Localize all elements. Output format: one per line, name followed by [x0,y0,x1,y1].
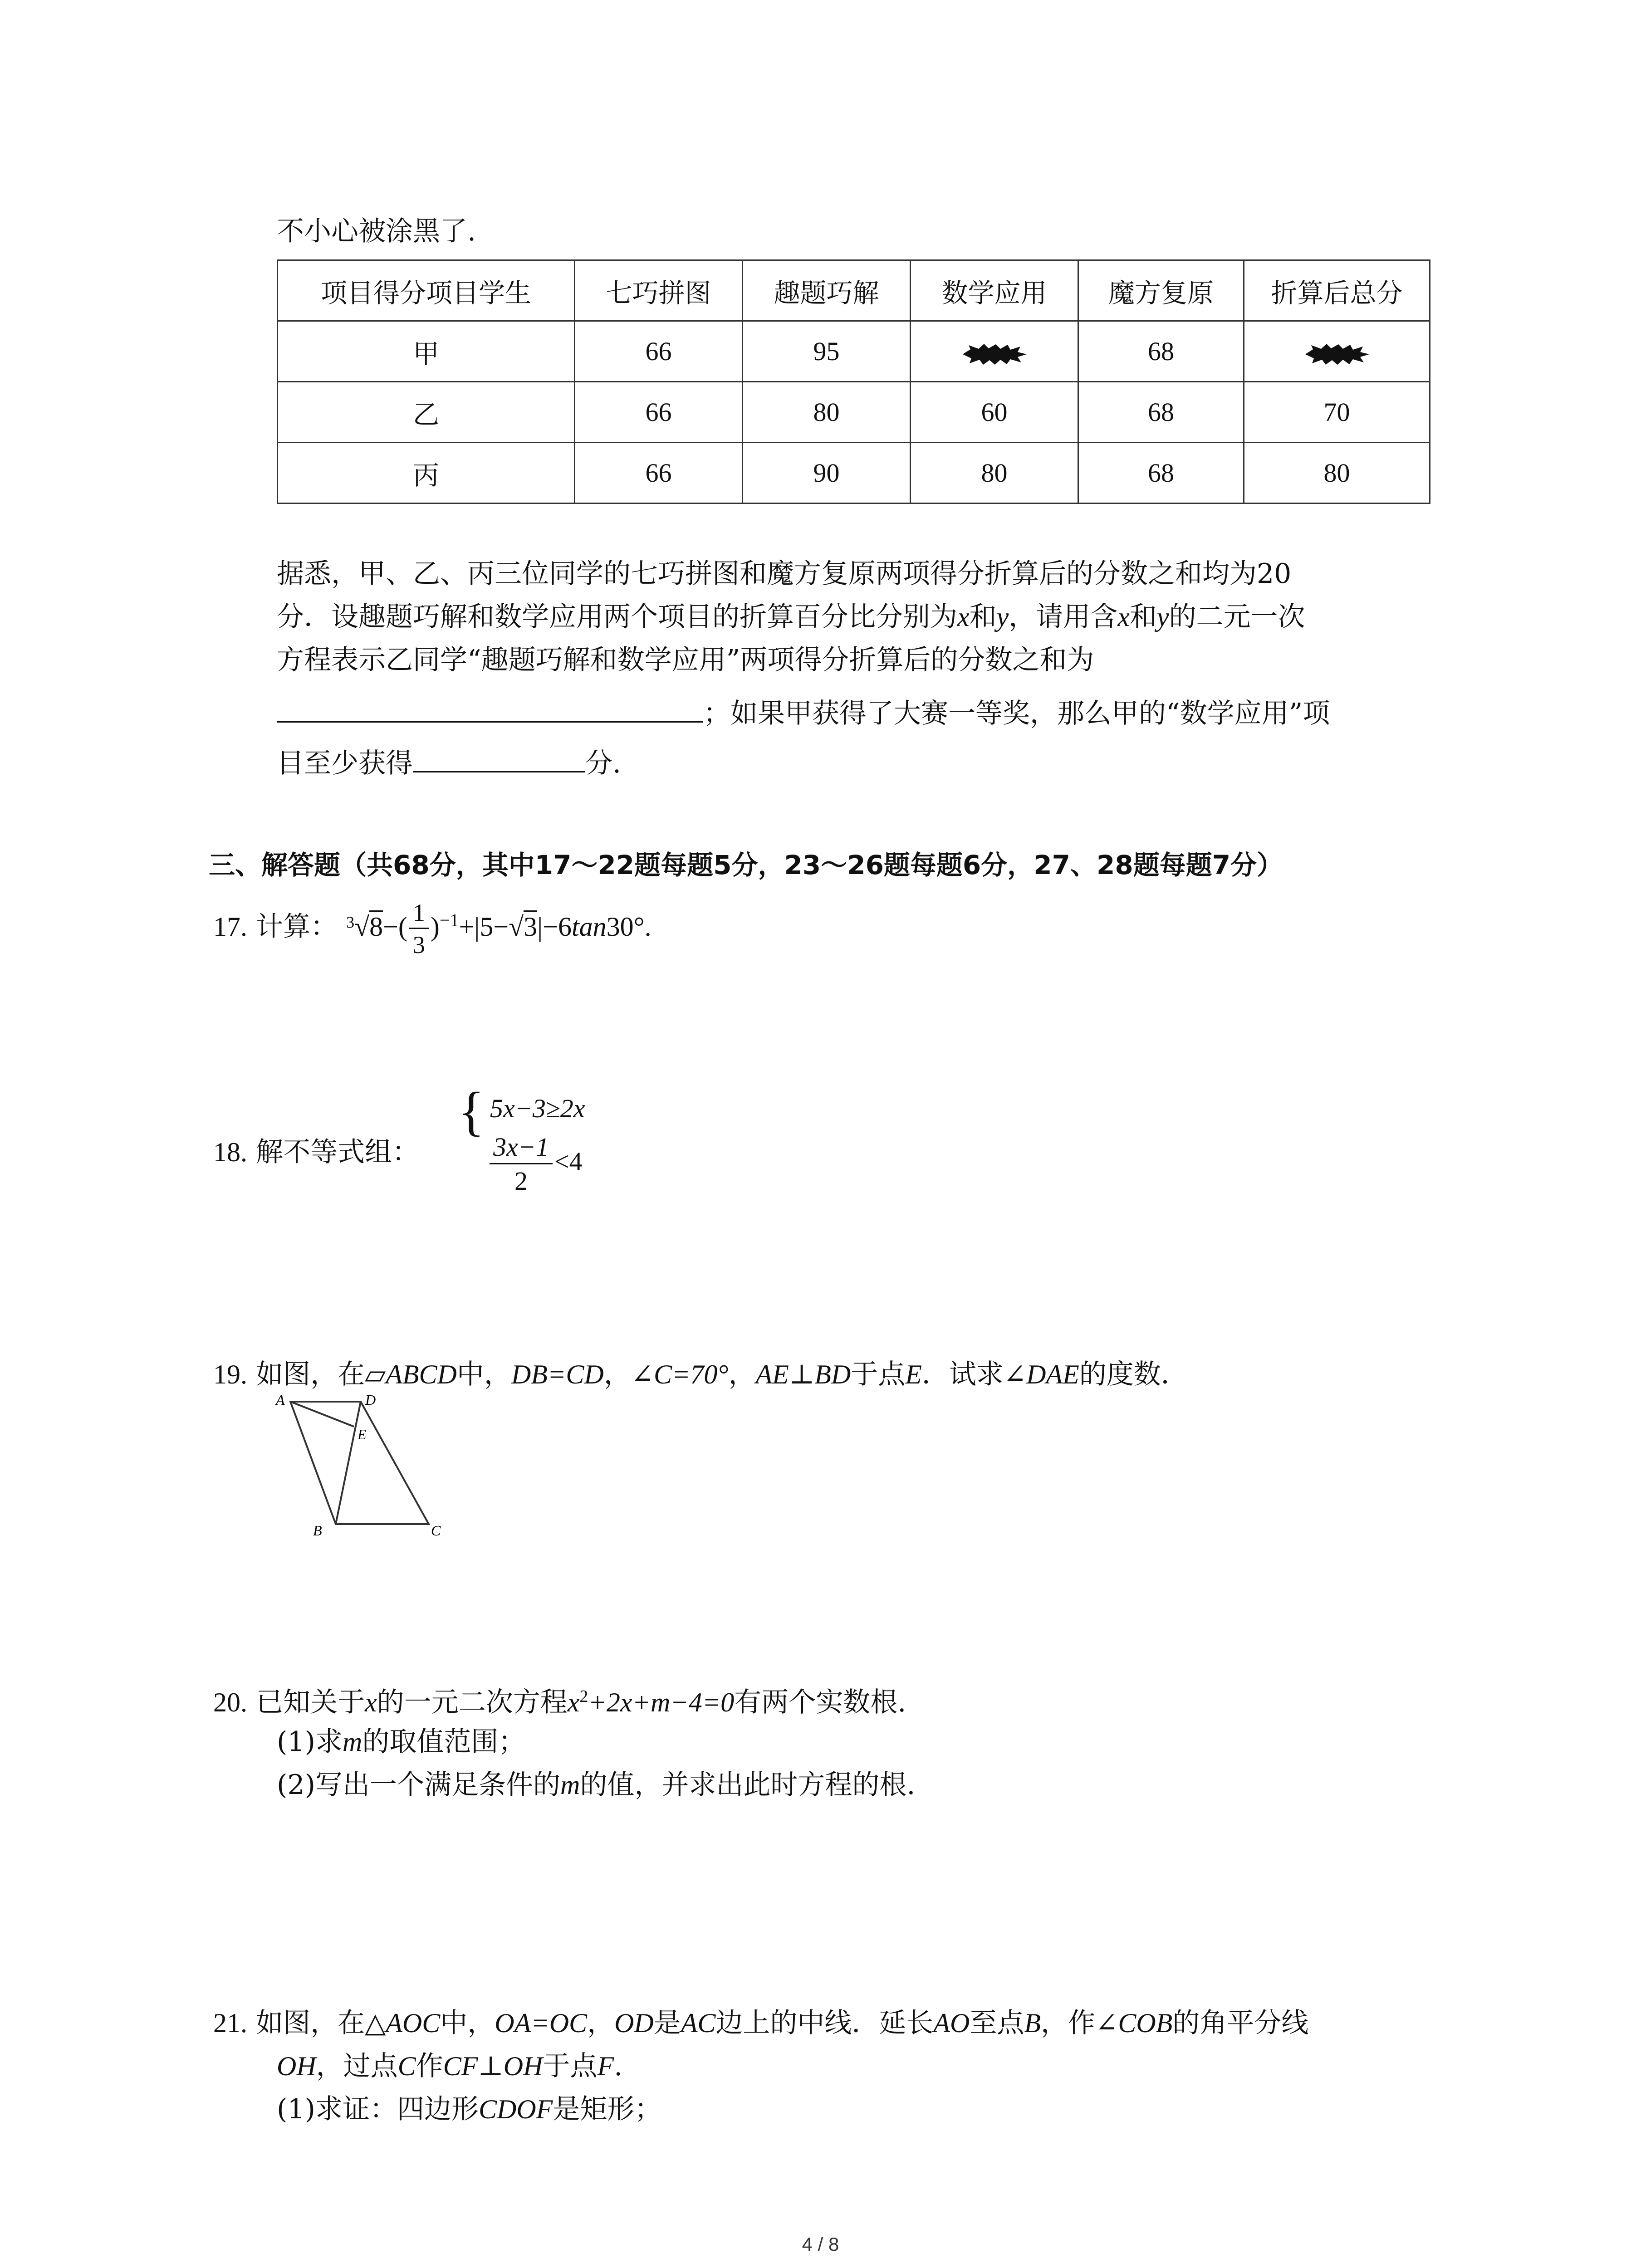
answer-blank[interactable] [277,694,703,723]
q20-sub1: (1)求m的取值范围； [277,1726,526,1758]
table-cell: 66 [575,321,743,382]
table-header: 魔方复原 [1078,260,1244,321]
figure-label-a: A [276,1392,285,1408]
table-cell: 80 [911,443,1078,503]
table-header: 数学应用 [911,260,1078,321]
question-number: 20. [213,1687,247,1717]
sqrt-three: √3 [509,910,537,942]
question-19: 19. 如图，在▱ABCD中，DB=CD，∠C=70°，AE⊥BD于点E．试求∠DAE的度数． [213,1359,1188,1390]
table-cell: 68 [1078,382,1244,443]
table-cell: 66 [575,443,743,503]
exponent: −1 [439,910,459,931]
q16-line1: 据悉，甲、乙、丙三位同学的七巧拼图和魔方复原两项得分折算后的分数之和均为20 [277,558,1292,590]
table-cell: 90 [743,443,911,503]
table-cell-blacked-out [911,321,1078,382]
q16-line5: 目至少获得 分. [277,744,621,782]
figure-label-d: D [365,1392,376,1408]
ink-blot-icon [960,343,1029,366]
figure-label-e: E [358,1426,367,1442]
tan-fn: tan [571,912,607,942]
fraction-one-third: $\frac{1}{3}$ [409,900,429,957]
question-label: 计算： [256,911,338,943]
q21-line2: OH，过点C作CF⊥OH于点F. [277,2050,623,2082]
question-label: 解不等式组： [256,1136,420,1168]
q21-sub1: (1)求证：四边形CDOF是矩形； [277,2093,662,2125]
question-number: 19. [213,1359,247,1389]
q20-sub2: (2)写出一个满足条件的m的值，并求出此时方程的根. [277,1769,916,1801]
section-heading: 三、解答题（共68分，其中17～22题每题5分，23～26题每题6分，27、28题每题7分） [209,850,1283,880]
table-cell: 66 [575,382,743,443]
question-17 [213,900,652,968]
ink-blot-icon [1303,343,1371,366]
question-21: 21. 如图，在△AOC中，OA=OC，OD是AC边上的中线．延长AO至点B，作∠COB的角平分线 [213,2007,1309,2039]
question-20: 20. 已知关于x的一元二次方程$x^2+2x+m-4=0$有两个实数根. [213,1686,906,1718]
question-number: 17. [213,912,247,942]
table-cell: 80 [743,382,911,443]
q17-part: ) [430,912,440,942]
table-cell-student: 丙 [278,443,575,503]
table-header: 折算后总分 [1244,260,1430,321]
figure-label-b: B [313,1522,322,1539]
q16-line2: 分．设趣题巧解和数学应用两个项目的折算百分比分别为x和y，请用含x和y的二元一次 [277,601,1305,633]
table-cell: 70 [1244,382,1430,443]
inequality-1: 5x−3≥2x [490,1094,585,1123]
radicand: 8 [369,910,383,942]
question-number: 21. [213,2008,247,2038]
parallelogram-figure [272,1386,490,1540]
table-cell: 95 [743,321,911,382]
left-brace-icon: { [458,1081,485,1141]
table-row [278,443,1430,503]
q16-line3: 方程表示乙同学“趣题巧解和数学应用”两项得分折算后的分数之和为 [277,644,1094,676]
table-row [278,321,1430,382]
table-header: 项目得分项目学生 [278,260,575,321]
table-cell: 68 [1078,321,1244,382]
table-header: 七巧拼图 [575,260,743,321]
table-header: 趣题巧解 [743,260,911,321]
intro-line: 不小心被涂黑了. [277,215,476,247]
table-cell: 60 [911,382,1078,443]
question-18 [213,1134,419,1170]
table-row [278,382,1430,443]
table-header-row [278,260,1430,321]
answer-blank[interactable] [413,744,585,772]
table-cell: 80 [1244,443,1430,503]
score-table [277,259,1430,504]
table-cell: 68 [1078,443,1244,503]
page-number: 4 / 8 [802,2234,839,2255]
table-cell-student: 甲 [278,321,575,382]
q17-part: |−6 [537,912,572,942]
cube-root: 3 √8 [346,909,383,945]
q17-part: +|5− [459,912,509,942]
q17-part: 30°. [606,912,652,942]
inequality-2: $\frac{3x-1}{2}$ <4 [488,1134,583,1194]
figure-label-c: C [431,1522,441,1539]
q17-part: −( [383,912,407,942]
table-cell-student: 乙 [278,382,575,443]
root-index: 3 [346,913,355,932]
table-cell-blacked-out [1244,321,1430,382]
q16-line4: ；如果甲获得了大赛一等奖，那么甲的“数学应用”项 [277,694,1330,732]
question-number: 18. [213,1137,247,1167]
